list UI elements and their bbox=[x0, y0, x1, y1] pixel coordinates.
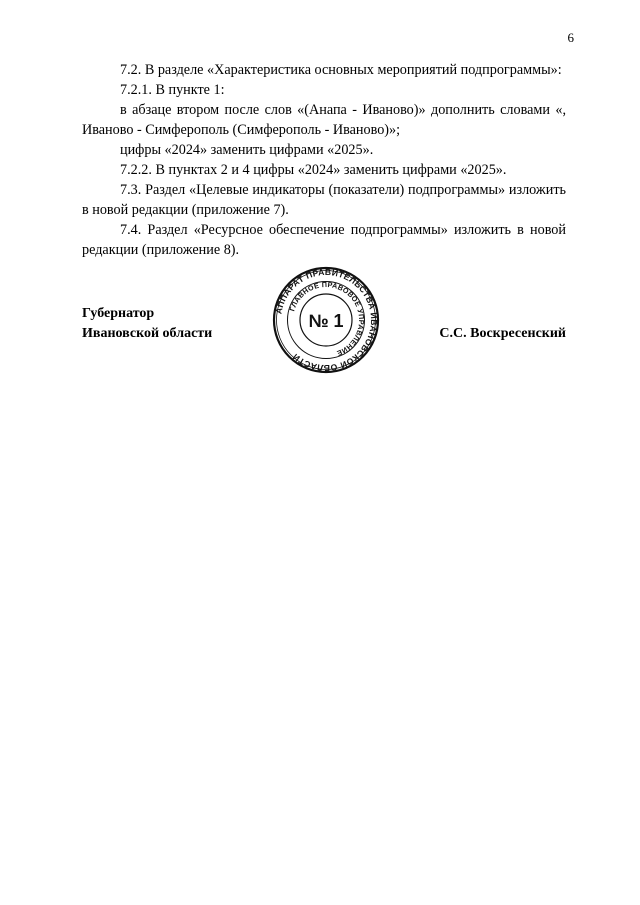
paragraph-7-2: 7.2. В разделе «Характеристика основных мероприятий подпрограммы»: bbox=[120, 62, 562, 78]
signatory-name: С.С. Воскресенский bbox=[439, 326, 566, 341]
paragraph-7-4: 7.4. Раздел «Ресурсное обеспечение подпрограммы» изложить в новой редакции (приложение 8). bbox=[82, 222, 566, 258]
seal-number: № 1 bbox=[308, 311, 344, 331]
signatory-title-line1: Губернатор bbox=[82, 306, 155, 321]
paragraph-7-2-1: 7.2.1. В пункте 1: bbox=[120, 82, 225, 98]
paragraph-7-2-1-abzac: в абзаце втором после слов «(Анапа - Иваново)» дополнить словами «, Иваново - Симферополь (Симферополь - Иваново)»; bbox=[82, 102, 566, 138]
signatory-title-line2: Ивановской области bbox=[82, 326, 213, 341]
signatory-title bbox=[82, 304, 212, 344]
seal-outer-textpath: АППАРАТ ПРАВИТЕЛЬСТВА ИВАНОВСКОЙ ОБЛАСТИ bbox=[273, 266, 380, 374]
document-body bbox=[82, 60, 566, 260]
paragraph-7-2-1-cifry: цифры «2024» заменить цифрами «2025». bbox=[120, 142, 374, 158]
seal-inner-textpath: ГЛАВНОЕ ПРАВОВОЕ УПРАВЛЕНИЕ bbox=[287, 279, 367, 358]
paragraph-7-3: 7.3. Раздел «Целевые индикаторы (показатели) подпрограммы» изложить в новой редакции (приложение 7). bbox=[82, 182, 566, 218]
paragraph-7-2-2: 7.2.2. В пунктах 2 и 4 цифры «2024» заменить цифрами «2025». bbox=[120, 162, 507, 178]
official-seal bbox=[272, 266, 380, 374]
page-number: 6 bbox=[567, 30, 574, 45]
